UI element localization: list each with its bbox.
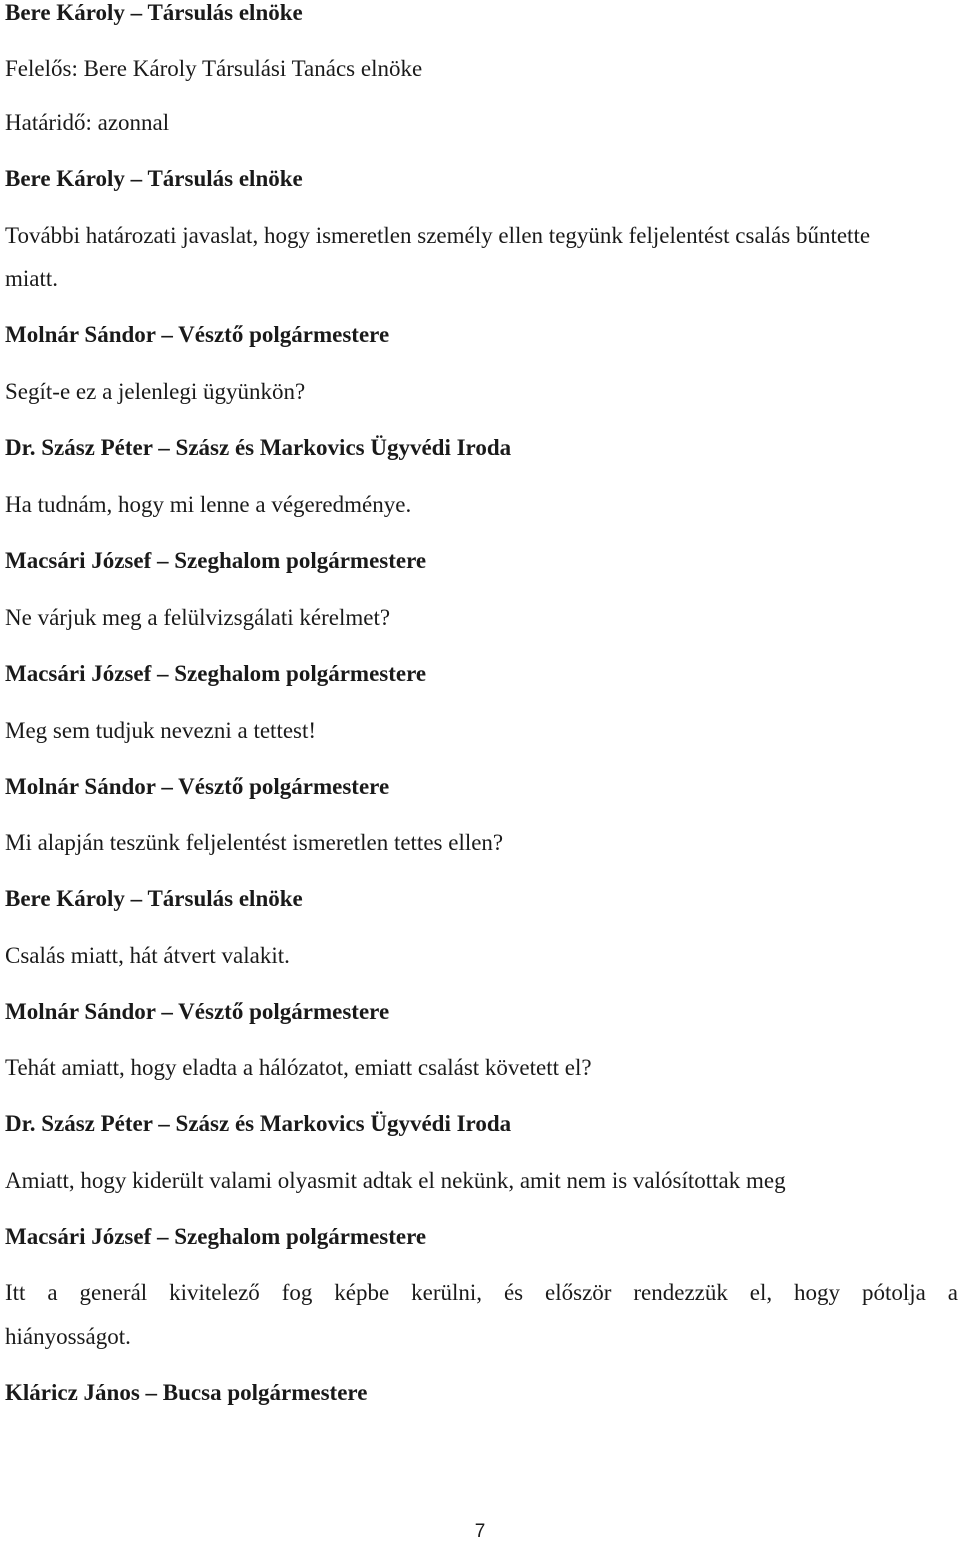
text-line: Amiatt, hogy kiderült valami olyasmit adtak el nekünk, amit nem is valósítottak meg — [5, 1168, 786, 1193]
text-line: Meg sem tudjuk nevezni a tettest! — [5, 718, 317, 743]
speaker-line: Bere Károly – Társulás elnöke — [5, 166, 303, 191]
speaker-line: Dr. Szász Péter – Szász és Markovics Ügyvédi Iroda — [5, 435, 512, 460]
speaker-line: Macsári József – Szeghalom polgármestere — [5, 548, 427, 573]
text-line: Mi alapján teszünk feljelentést ismeretlen tettes ellen? — [5, 830, 504, 855]
speaker-line: Kláricz János – Bucsa polgármestere — [5, 1380, 368, 1405]
speaker-line: Molnár Sándor – Vésztő polgármestere — [5, 322, 390, 347]
text-line: Csalás miatt, hát átvert valakit. — [5, 943, 290, 968]
speaker-line: Dr. Szász Péter – Szász és Markovics Ügyvédi Iroda — [5, 1111, 512, 1136]
text-line: hiányosságot. — [5, 1324, 131, 1349]
speaker-line: Molnár Sándor – Vésztő polgármestere — [5, 999, 390, 1024]
page-number: 7 — [474, 1521, 486, 1542]
speaker-line: Macsári József – Szeghalom polgármestere — [5, 1224, 427, 1249]
text-line: Határidő: azonnal — [5, 110, 170, 135]
text-line: Tehát amiatt, hogy eladta a hálózatot, emiatt csalást követett el? — [5, 1055, 592, 1080]
text-line: Itt a generál kivitelező fog képbe kerülni, és először rendezzük el, hogy pótolja a — [5, 1280, 958, 1305]
text-line: Ne várjuk meg a felülvizsgálati kérelmet? — [5, 605, 391, 630]
text-line: Felelős: Bere Károly Társulási Tanács elnöke — [5, 56, 423, 81]
speaker-line: Bere Károly – Társulás elnöke — [5, 886, 303, 911]
text-line: Ha tudnám, hogy mi lenne a végeredménye. — [5, 492, 412, 517]
text-line: Segít-e ez a jelenlegi ügyünkön? — [5, 379, 306, 404]
text-line: További határozati javaslat, hogy ismeretlen személy ellen tegyünk feljelentést csalás bűntette — [5, 223, 871, 248]
speaker-line: Molnár Sándor – Vésztő polgármestere — [5, 774, 390, 799]
speaker-line: Macsári József – Szeghalom polgármestere — [5, 661, 427, 686]
speaker-line: Bere Károly – Társulás elnöke — [5, 0, 303, 25]
text-line: miatt. — [5, 266, 59, 291]
